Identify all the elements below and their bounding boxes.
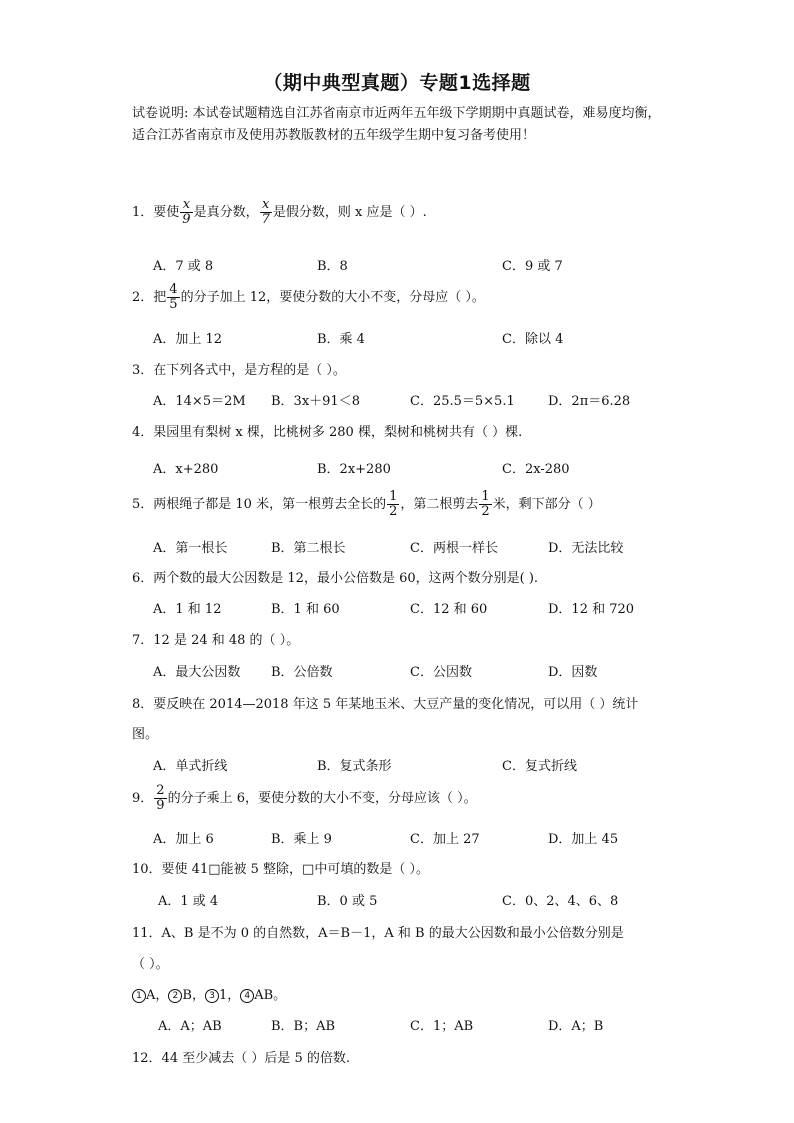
q4-option-a[interactable]: A．x+280 [153, 462, 219, 477]
question-5-prefix: 5．两根绳子都是 10 米，第一根剪去全长的 [132, 497, 387, 512]
q9-option-a[interactable]: A．加上 6 [153, 832, 214, 847]
question-1-prefix: 1．要使 [132, 205, 180, 220]
circled-number-3: 3 [205, 989, 219, 1003]
question-5 [132, 490, 692, 519]
q4-option-b[interactable]: B．2x+280 [317, 462, 391, 477]
question-5-mid: ，第二根剪去 [400, 497, 479, 512]
q4-option-c[interactable]: C．2x-280 [502, 462, 570, 477]
q11-option-d[interactable]: D．A；B [548, 1019, 604, 1034]
question-6: 6．两个数的最大公因数是 12，最小公倍数是 60，这两个数分别是( ). [132, 571, 539, 586]
q1-option-b[interactable]: B．8 [317, 259, 348, 274]
question-2 [132, 283, 692, 312]
question-11-line-1: 11．A、B 是不为 0 的自然数，A＝B－1，A 和 B 的最大公因数和最小公倍数分别是 [132, 926, 624, 941]
fraction-4-over-5: $\frac{4}{5}$ [169, 282, 178, 312]
question-9-prefix: 9． [132, 791, 154, 806]
q3-option-c[interactable]: C．25.5＝5×5.1 [410, 394, 515, 409]
q9-option-b[interactable]: B．乘上 9 [271, 832, 332, 847]
q1-option-a[interactable]: A．7 或 8 [153, 259, 214, 274]
fraction-1-over-2: $\frac{1}{2}$ [389, 489, 398, 519]
q7-option-b[interactable]: B．公倍数 [271, 665, 333, 680]
q11-option-a[interactable]: A．A；AB [158, 1019, 222, 1034]
q7-option-d[interactable]: D．因数 [548, 665, 598, 680]
q5-option-a[interactable]: A．第一根长 [153, 541, 228, 556]
choice-4-text: AB。 [254, 988, 287, 1003]
q3-option-a[interactable]: A．14×5＝2M [153, 394, 246, 409]
choice-3-text: 1， [218, 988, 241, 1003]
q2-option-b[interactable]: B．乘 4 [317, 332, 365, 347]
q6-option-a[interactable]: A．1 和 12 [153, 602, 222, 617]
q7-option-c[interactable]: C．公因数 [410, 665, 472, 680]
page-title: （期中典型真题）专题1选择题 [263, 72, 531, 94]
q2-option-a[interactable]: A．加上 12 [153, 332, 223, 347]
question-4: 4．果园里有梨树 x 棵，比桃树多 280 棵，梨树和桃树共有（ ）棵. [132, 425, 523, 440]
question-9-suffix: 的分子乘上 6，要使分数的大小不变，分母应该（ ）。 [167, 791, 477, 806]
question-8-line-2: 图。 [132, 727, 159, 742]
q10-option-a[interactable]: A．1 或 4 [158, 894, 219, 909]
question-10: 10．要使 41□能被 5 整除，□中可填的数是（ ）。 [132, 862, 429, 877]
q3-option-b[interactable]: B．3x＋91＜8 [271, 394, 360, 409]
q2-option-c[interactable]: C．除以 4 [502, 332, 564, 347]
q6-option-b[interactable]: B．1 和 60 [271, 602, 340, 617]
fraction-2-over-9: $\frac{2}{9}$ [156, 783, 165, 813]
question-2-suffix: 的分子加上 12，要使分数的大小不变，分母应（ ）。 [180, 290, 485, 305]
q6-option-d[interactable]: D．12 和 720 [548, 602, 635, 617]
question-11-line-2: （ ）。 [132, 957, 169, 972]
fraction-1-over-2: $\frac{1}{2}$ [481, 489, 490, 519]
question-1-suffix: 是假分数，则 x 应是（ ）. [272, 205, 427, 220]
q5-option-d[interactable]: D．无法比较 [548, 541, 624, 556]
q8-option-b[interactable]: B．复式条形 [317, 759, 392, 774]
q5-option-b[interactable]: B．第二根长 [271, 541, 346, 556]
question-1 [132, 198, 692, 227]
q7-option-a[interactable]: A．最大公因数 [153, 665, 241, 680]
question-7: 7．12 是 24 和 48 的（ ）。 [132, 633, 300, 648]
question-1-mid: 是真分数， [193, 205, 259, 220]
q11-option-c[interactable]: C．1；AB [410, 1019, 474, 1034]
q1-option-c[interactable]: C．9 或 7 [502, 259, 563, 274]
circled-number-2: 2 [168, 989, 182, 1003]
circled-number-4: 4 [240, 989, 254, 1003]
question-11-choices [132, 984, 692, 1003]
q11-option-b[interactable]: B．B；AB [271, 1019, 336, 1034]
q3-option-d[interactable]: D．2π＝6.28 [548, 394, 631, 409]
question-12: 12．44 至少减去（ ）后是 5 的倍数. [132, 1051, 351, 1066]
q6-option-c[interactable]: C．12 和 60 [410, 602, 488, 617]
q5-option-c[interactable]: C．两根一样长 [410, 541, 498, 556]
exam-instructions: 试卷说明: 本试卷试题精选自江苏省南京市近两年五年级下学期期中真题试卷，难易度均衡，适合江苏省南京市及使用苏教版教材的五年级学生期中复习备考使用！ [132, 106, 661, 143]
q9-option-c[interactable]: C．加上 27 [410, 832, 480, 847]
question-2-prefix: 2．把 [132, 290, 167, 305]
q10-option-c[interactable]: C．0、2、4、6、8 [502, 894, 619, 909]
fraction-x-over-9: $\frac{x}{9}$ [182, 197, 191, 227]
question-8-line-1: 8．要反映在 2014—2018 年这 5 年某地玉米、大豆产量的变化情况，可以用（ ）统计 [132, 697, 639, 712]
q8-option-c[interactable]: C．复式折线 [502, 759, 577, 774]
q10-option-b[interactable]: B．0 或 5 [317, 894, 378, 909]
question-9 [132, 784, 692, 813]
fraction-x-over-7: $\frac{x}{7}$ [261, 197, 270, 227]
q8-option-a[interactable]: A．单式折线 [153, 759, 228, 774]
q9-option-d[interactable]: D．加上 45 [548, 832, 619, 847]
question-3: 3．在下列各式中，是方程的是（ ）。 [132, 363, 346, 378]
question-5-suffix: 米，剩下部分（ ） [492, 497, 601, 512]
choice-1-text: A， [146, 988, 169, 1003]
choice-2-text: B， [182, 988, 205, 1003]
circled-number-1: 1 [132, 989, 146, 1003]
